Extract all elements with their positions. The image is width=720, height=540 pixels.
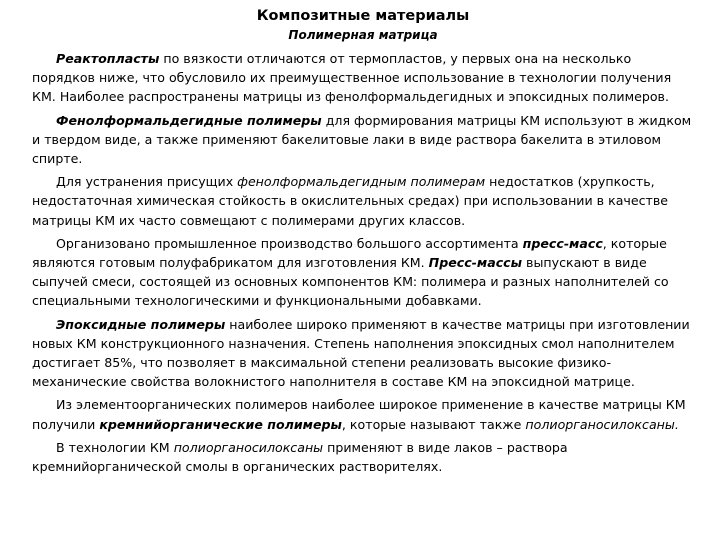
paragraph-text: Организовано промышленное производство большого ассортимента [56,235,523,251]
paragraph-text: применяют в виде лаков – раствора кремнийорганической смолы в органических растворителях. [32,439,568,475]
paragraph-press-masses [32,234,694,311]
paragraph-text: Из элементоорганических полимеров наиболее широкое применение в качестве матрицы КМ получили [32,397,686,432]
page-title: Композитные материалы [256,8,470,24]
paragraph-text: выпускают в виде сыпучей смеси, состоящей из основных компонентов КМ: полимера и разных наполнителей со специальными технологическими и функциональными добавками. [32,255,669,309]
term-phenol-formaldehyde-italic: фенолформальдегидным полимерам [237,174,486,190]
paragraph-drawbacks [32,172,694,230]
paragraph-text: Для устранения присущих [56,174,238,190]
paragraph-text: недостатков (хрупкость, недостаточная химическая стойкость в окислительных средах) при использовании в качестве матрицы КМ их часто совмещают с полимерами других классов. [32,174,669,228]
term-polyorganosiloxanes: полиорганосилоксаны. [525,416,679,432]
term-epoxy: Эпоксидные полимеры [56,316,226,332]
term-press-masses: Пресс-массы [428,255,523,271]
term-polyorganosiloxanes-italic: полиорганосилоксаны [173,439,324,455]
term-organosilicon: кремнийорганические полимеры [99,416,342,432]
paragraph-epoxy [32,315,694,392]
term-thermosets: Реактопласты [56,51,160,66]
paragraph-phenol-formaldehyde [32,111,694,169]
paragraph-lacquers [32,438,694,476]
paragraph-thermosets [32,49,694,107]
paragraph-text: наиболее широко применяют в качестве матрицы при изготовлении новых КМ конструкционного назначения. Степень наполнения эпоксидных смол наполнителем достигает 85%, что позволяет в максимальной степени реализовать высокие физико-механические свойства волокнистого наполнителя в составе КМ на эпоксидной матрице. [32,316,690,390]
paragraph-text: , которые называют также [341,416,526,432]
paragraph-organosilicon [32,395,694,433]
paragraph-text: , которые являются готовым полуфабрикатом для изготовления КМ. [32,235,667,271]
paragraph-text: по вязкости отличаются от термопластов, у первых она на несколько порядков ниже, что обусловило их преимущественное использование в технологии получения КМ. Наиболее распространены матрицы из фенолформальдегидных и эпоксидных полимеров. [32,51,672,105]
term-press-mass: пресс-масс [522,235,603,251]
term-phenol-formaldehyde: Фенолформальдегидные полимеры [56,112,322,128]
paragraph-text: для формирования матрицы КМ используют в жидком и твердом виде, а также применяют бакелитовые лаки в виде раствора бакелита в этиловом спирте. [32,112,692,167]
page-subtitle: Полимерная матрица [288,28,438,42]
paragraph-text: В технологии КМ [56,439,174,455]
